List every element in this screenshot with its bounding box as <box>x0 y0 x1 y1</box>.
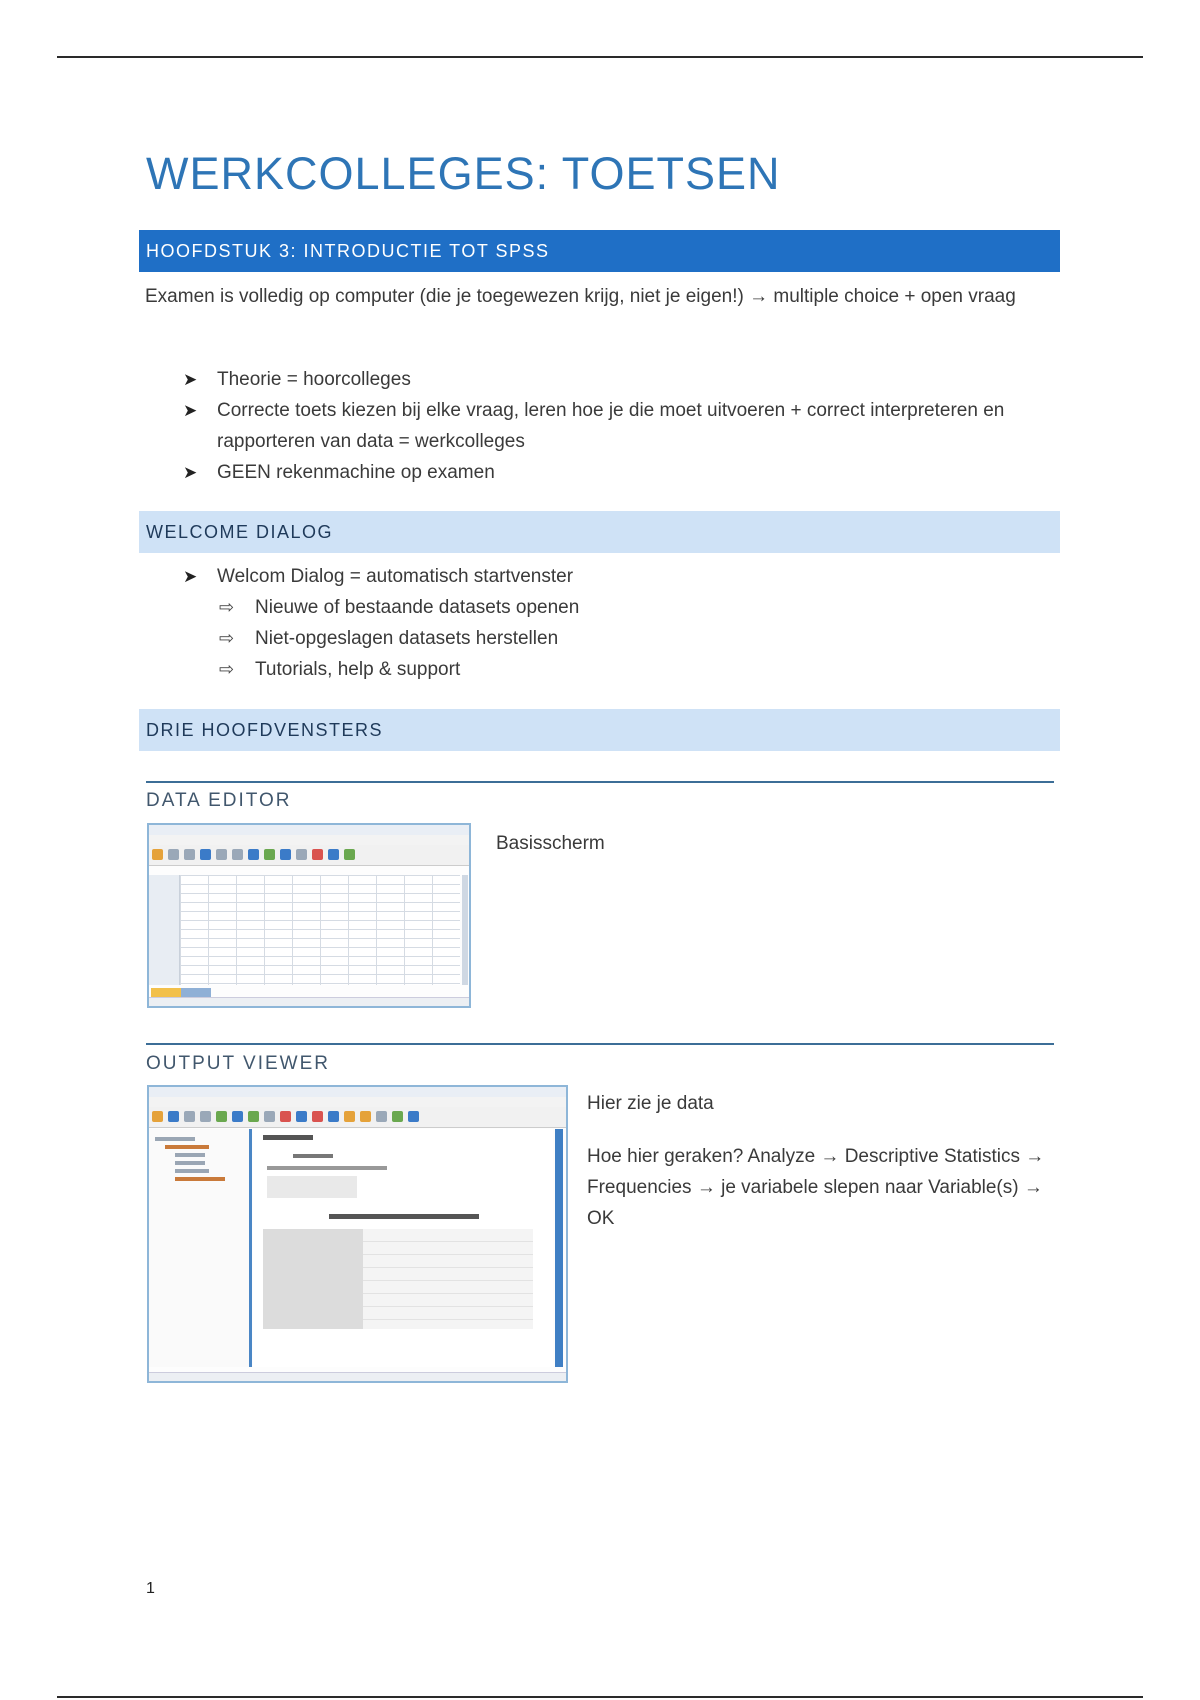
list-item-text: Theorie = hoorcolleges <box>217 369 411 390</box>
chapter-heading <box>139 230 1060 272</box>
find-icon <box>296 849 307 860</box>
row-numbers <box>149 875 180 985</box>
drie-hoofdvensters-heading <box>139 709 1060 751</box>
undo-icon <box>248 1111 259 1122</box>
split-icon <box>312 849 323 860</box>
top-rule <box>57 56 1143 58</box>
status-bar <box>149 997 469 1006</box>
output-viewer-heading: OUTPUT VIEWER <box>146 1053 330 1074</box>
variables-icon <box>312 1111 323 1122</box>
list-item-text: Correcte toets kiezen bij elke vraag, leren hoe je die moet uitvoeren + correct interpreteren en rapporteren van data = werkcolleges <box>217 400 1005 452</box>
page-number: 1 <box>146 1580 155 1597</box>
data-editor-caption: Basisscherm <box>496 833 605 854</box>
list-item-text: Welcom Dialog = automatisch startvenster <box>217 566 574 587</box>
dialog-icon <box>232 1111 243 1122</box>
print-icon <box>184 1111 195 1122</box>
data-editor-screenshot <box>147 823 471 1008</box>
arrowhead-bullet-icon: ➤ <box>183 567 198 586</box>
weight-icon <box>328 849 339 860</box>
arrowhead-bullet-icon: ➤ <box>183 463 198 482</box>
redo-icon <box>264 1111 275 1122</box>
hide-icon <box>376 1111 387 1122</box>
page-title: WERKCOLLEGES: TOETSEN <box>146 148 781 199</box>
welcome-dialog-heading <box>139 511 1060 553</box>
output-viewer-caption: Hier zie je data <box>587 1093 714 1114</box>
demote-icon <box>360 1111 371 1122</box>
outline-arrow-bullet-icon: ⇨ <box>219 659 235 679</box>
print-icon <box>184 849 195 860</box>
arrowhead-bullet-icon: ➤ <box>183 401 198 420</box>
variables-icon <box>280 849 291 860</box>
list-item-text: Niet-opgeslagen datasets herstellen <box>255 628 559 649</box>
list-item <box>219 623 579 654</box>
list-item-text: Tutorials, help & support <box>255 659 461 680</box>
welcome-dialog-heading-text: WELCOME DIALOG <box>146 521 334 542</box>
goto-icon <box>248 849 259 860</box>
outline-arrow-bullet-icon: ⇨ <box>219 597 235 617</box>
save-icon <box>168 1111 179 1122</box>
scrollbar <box>462 875 468 985</box>
bottom-rule <box>57 1696 1143 1698</box>
open-icon <box>152 1111 163 1122</box>
toolbar <box>149 845 469 866</box>
output-viewer-instructions: Hoe hier geraken? Analyze → Descriptive Statistics → Frequencies → je variabele slepen naar Variable(s) → OK <box>587 1146 1045 1229</box>
drie-hoofdvensters-heading-text: DRIE HOOFDVENSTERS <box>146 719 384 740</box>
data-editor-heading: DATA EDITOR <box>146 790 292 811</box>
data-grid <box>180 875 460 985</box>
list-item-text: Nieuwe of bestaande datasets openen <box>255 597 580 618</box>
chart-icon <box>264 849 275 860</box>
list-item <box>219 654 579 685</box>
window-titlebar <box>149 825 469 835</box>
chart-icon <box>296 1111 307 1122</box>
welcome-bullet-list <box>183 561 943 592</box>
save-icon <box>168 849 179 860</box>
arrowhead-bullet-icon: ➤ <box>183 370 198 389</box>
chapter-heading-text: HOOFDSTUK 3: INTRODUCTIE TOT SPSS <box>146 240 550 261</box>
welcome-sub-list <box>219 592 579 685</box>
undo-icon <box>216 849 227 860</box>
output-viewer-screenshot <box>147 1085 568 1383</box>
export-icon <box>216 1111 227 1122</box>
data-editor-rule <box>146 781 1054 783</box>
list-item <box>183 457 1053 488</box>
window-titlebar <box>149 1087 566 1097</box>
list-item <box>183 395 1053 457</box>
intro-paragraph: Examen is volledig op computer (die je toegewezen krijg, niet je eigen!) → multiple choice + open vraag <box>145 286 1016 307</box>
list-item-text: GEEN rekenmachine op examen <box>217 462 495 483</box>
search-icon <box>408 1111 419 1122</box>
scrollbar <box>555 1129 563 1367</box>
status-bar <box>149 1372 566 1381</box>
content-pane <box>253 1129 553 1367</box>
outline-arrow-bullet-icon: ⇨ <box>219 628 235 648</box>
preview-icon <box>200 1111 211 1122</box>
intro-bullet-list <box>183 364 1053 488</box>
list-item <box>183 561 943 592</box>
outline-pane <box>149 1129 252 1367</box>
dialog-icon <box>200 849 211 860</box>
output-viewer-rule <box>146 1043 1054 1045</box>
goto-icon <box>280 1111 291 1122</box>
list-item <box>219 592 579 623</box>
toolbar <box>149 1107 566 1128</box>
list-item <box>183 364 1053 395</box>
promote-icon <box>344 1111 355 1122</box>
open-icon <box>152 849 163 860</box>
table-icon <box>328 1111 339 1122</box>
redo-icon <box>232 849 243 860</box>
insert-icon <box>392 1111 403 1122</box>
select-icon <box>344 849 355 860</box>
